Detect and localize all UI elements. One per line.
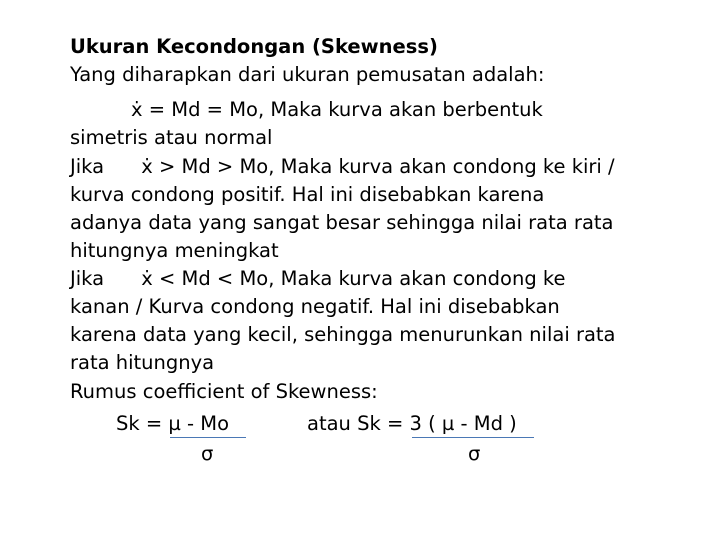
case-greater-line-4: hitungnya meningkat [70, 239, 279, 262]
case-equal-line-2: simetris atau normal [70, 126, 273, 149]
slide-title: Ukuran Kecondongan (Skewness) [70, 35, 438, 58]
formula-2-fraction-line [412, 437, 534, 438]
case-less-line-3: karena data yang kecil, sehingga menurunkan nilai rata [70, 323, 616, 346]
case-less-line-1: Jika ẋ < Md < Mo, Maka kurva akan condong ke [70, 267, 566, 290]
case-equal-line-1: ẋ = Md = Mo, Maka kurva akan berbentuk [131, 98, 543, 121]
formula-1-numerator: Sk = µ - Mo [116, 412, 230, 435]
formula-2-denominator: σ [468, 442, 481, 465]
case-less-line-2: kanan / Kurva condong negatif. Hal ini disebabkan [70, 295, 560, 318]
formula-2-numerator: atau Sk = 3 ( µ - Md ) [307, 412, 517, 435]
formula-1-fraction-line [170, 437, 246, 438]
case-greater-line-3: adanya data yang sangat besar sehingga nilai rata rata [70, 211, 614, 234]
case-greater-line-1: Jika ẋ > Md > Mo, Maka kurva akan condong ke kiri / [70, 155, 615, 178]
intro-text: Yang diharapkan dari ukuran pemusatan adalah: [70, 63, 545, 86]
case-less-line-4: rata hitungnya [70, 351, 215, 374]
formula-1-denominator: σ [201, 442, 214, 465]
case-greater-line-2: kurva condong positif. Hal ini disebabkan karena [70, 183, 545, 206]
formula-heading: Rumus coefficient of Skewness: [70, 380, 378, 403]
